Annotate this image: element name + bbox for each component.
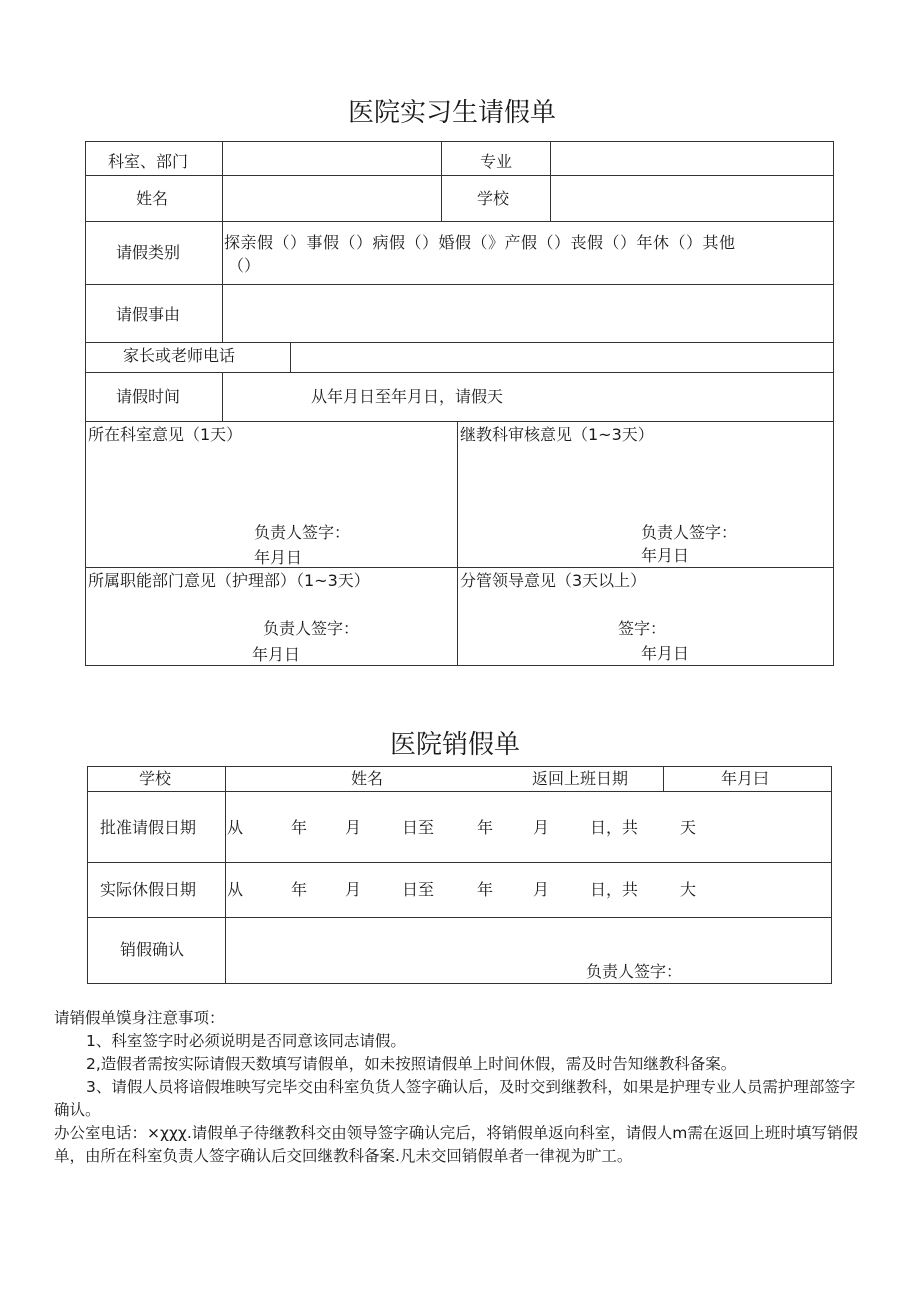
- actual-date-part: 年: [291, 880, 308, 899]
- actual-date-part: 从: [227, 880, 244, 899]
- actual-date-part: 月: [533, 880, 550, 899]
- table-border: [441, 141, 442, 222]
- table-border: [85, 665, 834, 666]
- edu-date-label: 年月日: [641, 546, 690, 565]
- leave-time-value: 从年月日至年月日，请假天: [311, 387, 504, 406]
- func-dept-opinion-label: 所属职能部门意见（护理部）（1~3天）: [88, 571, 370, 590]
- approved-date-part: 从: [227, 818, 244, 837]
- func-date-label: 年月日: [252, 645, 301, 664]
- table-border: [87, 766, 88, 984]
- cancel-confirm-sign: 负责人签字：: [586, 962, 683, 981]
- table-border: [663, 766, 664, 792]
- actual-date-part: 月: [345, 880, 362, 899]
- table-border: [87, 983, 832, 984]
- leader-sign-label: 签字：: [618, 619, 667, 638]
- leave-type-options-cont: （）: [228, 256, 261, 275]
- guardian-phone-label: 家长或老师电话: [123, 346, 236, 365]
- table-border: [85, 567, 834, 568]
- notes-section: [54, 1007, 866, 1168]
- table-border: [457, 421, 458, 666]
- table-border: [87, 862, 832, 863]
- table-border: [290, 342, 291, 373]
- notes-item: 2,造假者需按实际请假天数填写请假单，如未按照请假单上时间休假，需及时告知继教科备案。: [86, 1055, 737, 1073]
- table-border: [85, 372, 834, 373]
- table-border: [85, 342, 834, 343]
- table-border: [85, 221, 834, 222]
- cancel-school-label: 学校: [139, 769, 172, 788]
- table-border: [85, 141, 86, 666]
- table-border: [225, 766, 226, 984]
- actual-date-part: 年: [477, 880, 494, 899]
- approved-date-part: 天: [680, 818, 697, 837]
- leader-date-label: 年月日: [641, 644, 690, 663]
- leave-type-options: 探亲假（）事假（）病假（）婚假（》产假（）丧假（）年休（）其他: [224, 233, 736, 252]
- leave-time-label: 请假时间: [116, 387, 181, 406]
- leader-opinion-label: 分管领导意见（3天以上）: [460, 571, 647, 590]
- approved-date-part: 年: [291, 818, 308, 837]
- approved-date-part: 年: [477, 818, 494, 837]
- approved-date-label: 批准请假日期: [100, 818, 197, 837]
- notes-item: 1、科室签字时必须说明是否同意该同志请假。: [86, 1032, 406, 1050]
- table-border: [550, 141, 551, 222]
- leave-type-label: 请假类别: [116, 243, 181, 262]
- return-date-value: 年月曰: [721, 769, 770, 788]
- return-date-label: 返回上班日期: [532, 769, 629, 788]
- dept-opinion-label: 所在科室意见（1天）: [88, 425, 243, 444]
- table-border: [85, 421, 834, 422]
- table-border: [85, 284, 834, 285]
- approved-date-part: 月: [345, 818, 362, 837]
- school-label: 学校: [477, 189, 510, 208]
- table-border: [831, 766, 832, 984]
- edu-opinion-label: 继教科审核意见（1~3天）: [460, 425, 654, 444]
- approved-date-part: 月: [533, 818, 550, 837]
- name-label: 姓名: [136, 189, 169, 208]
- approved-date-part: 日至: [402, 818, 435, 837]
- dept-date-label: 年月日: [254, 548, 303, 567]
- actual-date-label: 实际休假日期: [100, 880, 197, 899]
- table-border: [222, 141, 223, 343]
- actual-date-part: 大: [680, 880, 697, 899]
- cancel-name-label: 姓名: [351, 769, 384, 788]
- actual-date-part: 日至: [402, 880, 435, 899]
- table-border: [833, 141, 834, 666]
- dept-sign-label: 负责人签字：: [254, 523, 351, 542]
- table-border: [87, 917, 832, 918]
- actual-date-part: 日，共: [590, 880, 639, 899]
- cancel-form-title: 医院销假单: [390, 730, 521, 760]
- leave-reason-label: 请假事由: [116, 305, 181, 324]
- notes-item: 3、请假人员将谙假堆映写完毕交由科室负货人签字确认后，及时交到继教科，如果是护理专业人员需护理部签字确认。: [54, 1078, 856, 1119]
- dept-label: 科室、部门: [108, 152, 189, 171]
- table-border: [85, 141, 834, 142]
- major-label: 专业: [480, 152, 513, 171]
- table-border: [87, 791, 832, 792]
- table-border: [87, 766, 832, 767]
- leave-form-title: 医院实习生请假单: [348, 98, 557, 128]
- notes-heading: 请销假单馍身注意事项：: [54, 1009, 225, 1027]
- table-border: [85, 175, 834, 176]
- cancel-confirm-label: 销假确认: [120, 940, 185, 959]
- table-border: [222, 372, 223, 422]
- edu-sign-label: 负责人签字：: [641, 523, 738, 542]
- notes-office: 办公室电话：×χχχ.请假单子待继教科交由领导签字确认完后，将销假单返向科室，请假人m需在返回上班时填写销假单，由所在科室负责人签字确认后交回继教科备案.凡未交回销假单者一律视为旷工。: [54, 1124, 858, 1165]
- approved-date-part: 日，共: [590, 818, 639, 837]
- func-sign-label: 负责人签字：: [263, 619, 360, 638]
